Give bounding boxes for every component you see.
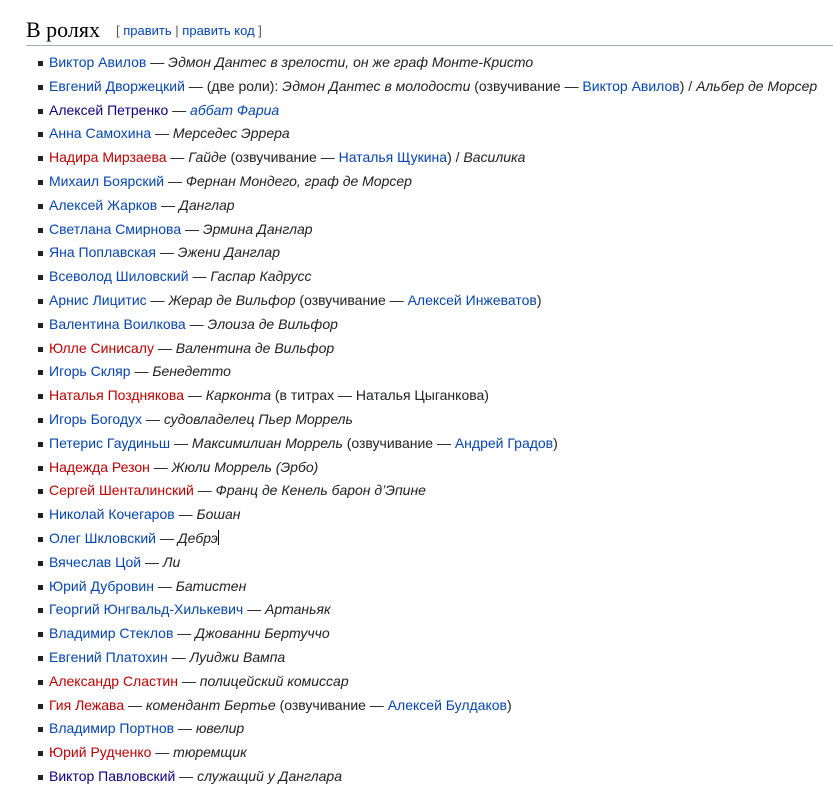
section-header: [26, 14, 833, 46]
role-name: Артаньяк: [265, 601, 331, 618]
voice-actor-link[interactable]: Алексей Булдаков: [387, 696, 507, 713]
role-name: Мерседес Эррера: [172, 125, 290, 142]
voice-note: (озвучивание —: [474, 77, 579, 94]
voice-actor-link[interactable]: Наталья Щукина: [338, 149, 448, 166]
actor-link[interactable]: Наталья Позднякова: [49, 387, 184, 404]
cast-list-item: Николай Кочегаров — Бошан: [0, 503, 833, 527]
actor-link[interactable]: Алексей Жарков: [49, 196, 158, 213]
cast-list-item: Юлле Синисалу — Валентина де Вильфор: [0, 337, 833, 361]
voice-note: (озвучивание —: [299, 291, 404, 308]
cast-list-item: Владимир Стеклов — Джованни Бертуччо: [0, 622, 833, 646]
cast-list-item: Владимир Портнов — ювелир: [0, 717, 833, 741]
actor-link[interactable]: Николай Кочегаров: [49, 506, 175, 523]
role-name: служащий у Данглара: [197, 767, 342, 784]
role-name: Дебрэ: [177, 529, 218, 546]
actor-link[interactable]: Юлле Синисалу: [49, 339, 154, 356]
role-name: Карконта: [205, 387, 271, 404]
cast-list-item: Евгений Платохин — Луиджи Вампа: [0, 646, 833, 670]
actor-link[interactable]: Игорь Скляр: [49, 363, 131, 380]
actor-link[interactable]: Яна Поплавская: [49, 244, 156, 261]
role-name: Жюли Моррель (Эрбо): [171, 458, 319, 475]
role-name: Эдмон Дантес в молодости: [282, 77, 471, 94]
edit-section-link[interactable]: править: [123, 23, 172, 38]
role-name: Фернан Мондего, граф де Морсер: [185, 172, 412, 189]
actor-link[interactable]: Олег Шкловский: [49, 529, 156, 546]
section-title: В ролях: [26, 17, 100, 42]
cast-list-item: Сергей Шенталинский — Франц де Кенель барон д’Эпине: [0, 479, 833, 503]
actor-link[interactable]: Надира Мирзаева: [49, 149, 167, 166]
actor-link[interactable]: Петерис Гаудиньш: [49, 434, 171, 451]
cast-list-item: Евгений Дворжецкий — (две роли): Эдмон Дантес в молодости (озвучивание — Виктор Авилов) / Альбер де Морсер: [0, 75, 833, 99]
cast-list-item: Арнис Лицитис — Жерар де Вильфор (озвучивание — Алексей Инжеватов): [0, 289, 833, 313]
actor-link[interactable]: Валентина Воилкова: [49, 315, 186, 332]
actor-link[interactable]: Игорь Богодух: [49, 410, 143, 427]
actor-link[interactable]: Виктор Авилов: [49, 54, 147, 70]
role-name: Элоиза де Вильфор: [207, 315, 338, 332]
cast-list-item: Яна Поплавская — Эжени Данглар: [0, 241, 833, 265]
cast-list-item: Александр Сластин — полицейский комиссар: [0, 670, 833, 694]
cast-list-item: Надежда Резон — Жюли Моррель (Эрбо): [0, 456, 833, 480]
role-name: ювелир: [195, 720, 245, 737]
edit-bracket-open: [: [116, 23, 120, 38]
role-name: Максимилиан Моррель: [191, 434, 343, 451]
role-name: Ли: [162, 553, 181, 570]
actor-link[interactable]: Евгений Дворжецкий: [49, 77, 185, 94]
actor-link[interactable]: Арнис Лицитис: [49, 291, 147, 308]
role-name: Бенедетто: [152, 363, 231, 380]
role-name: Луиджи Вампа: [189, 648, 286, 665]
cast-list-item: Юрий Рудченко — тюремщик: [0, 741, 833, 765]
cast-list-item: Валентина Воилкова — Элоиза де Вильфор: [0, 313, 833, 337]
cast-list-item: Гия Лежава — комендант Бертье (озвучивание — Алексей Булдаков): [0, 694, 833, 718]
role-name: Батистен: [175, 577, 247, 594]
role-name: Франц де Кенель барон д’Эпине: [215, 482, 426, 499]
cast-list: [0, 51, 833, 789]
actor-link[interactable]: Виктор Павловский: [49, 767, 176, 784]
cast-list-item: Игорь Богодух — судовладелец Пьер Моррель: [0, 408, 833, 432]
cast-list-item: Игорь Скляр — Бенедетто: [0, 360, 833, 384]
role-name: Гайде: [188, 149, 227, 166]
role-name: Данглар: [179, 196, 235, 213]
cast-list-item: Виктор Павловский — служащий у Данглара: [0, 765, 833, 789]
actor-link[interactable]: Евгений Платохин: [49, 648, 168, 665]
cast-list-item: Юрий Дубровин — Батистен: [0, 575, 833, 599]
cast-list-item: Наталья Позднякова — Карконта (в титрах — Наталья Цыганкова): [0, 384, 833, 408]
cast-list-item: Всеволод Шиловский — Гаспар Кадрусс: [0, 265, 833, 289]
role-name: Альбер де Морсер: [696, 77, 818, 94]
role-name: полицейский комиссар: [199, 672, 349, 689]
actor-link[interactable]: Михаил Боярский: [49, 172, 165, 189]
actor-link[interactable]: Анна Самохина: [49, 125, 152, 142]
voice-actor-link[interactable]: Алексей Инжеватов: [407, 291, 537, 308]
text-cursor: [218, 530, 219, 545]
role-name: Гаспар Кадрусс: [210, 268, 312, 285]
role-name: Эжени Данглар: [177, 244, 280, 261]
note-text: (две роли):: [206, 77, 279, 94]
role-name: тюремщик: [173, 744, 247, 761]
role-name: Джованни Бертуччо: [195, 625, 330, 642]
cast-list-item: Алексей Петренко — аббат Фариа: [0, 99, 833, 123]
role-name: Эдмон Дантес в зрелости, он же граф Монте-Кристо: [168, 54, 534, 70]
cast-list-item: Светлана Смирнова — Эрмина Данглар: [0, 218, 833, 242]
cast-list-item: Петерис Гаудиньш — Максимилиан Моррель (озвучивание — Андрей Градов): [0, 432, 833, 456]
actor-link[interactable]: Юрий Рудченко: [49, 744, 152, 761]
actor-link[interactable]: Вячеслав Цой: [49, 553, 142, 570]
role-name: Жерар де Вильфор: [168, 291, 296, 308]
cast-list-item: Алексей Жарков — Данглар: [0, 194, 833, 218]
cast-list-item: Олег Шкловский — Дебрэ: [0, 527, 833, 551]
cast-list-item: Анна Самохина — Мерседес Эррера: [0, 122, 833, 146]
role-link[interactable]: аббат Фариа: [190, 101, 280, 118]
actor-link[interactable]: Сергей Шенталинский: [49, 482, 194, 499]
credits-note: (в титрах — Наталья Цыганкова): [274, 387, 489, 404]
role-name: Бошан: [196, 506, 241, 523]
actor-link[interactable]: Алексей Петренко: [49, 101, 169, 118]
actor-link[interactable]: Надежда Резон: [49, 458, 150, 475]
role-name: судовладелец Пьер Моррель: [163, 410, 353, 427]
actor-link[interactable]: Светлана Смирнова: [49, 220, 182, 237]
actor-link[interactable]: Владимир Портнов: [49, 720, 175, 737]
section-edit-links: [116, 23, 262, 38]
cast-list-item: Надира Мирзаева — Гайде (озвучивание — Наталья Щукина) / Василика: [0, 146, 833, 170]
actor-link[interactable]: Владимир Стеклов: [49, 625, 174, 642]
role-name: комендант Бертье: [145, 696, 276, 713]
cast-list-item: Вячеслав Цой — Ли: [0, 551, 833, 575]
edit-separator: |: [175, 23, 179, 38]
actor-link[interactable]: Александр Сластин: [49, 672, 178, 689]
actor-link[interactable]: Всеволод Шиловский: [49, 268, 189, 285]
voice-note: (озвучивание —: [230, 149, 335, 166]
edit-source-link[interactable]: править код: [182, 23, 255, 38]
cast-list-item: Михаил Боярский — Фернан Мондего, граф де Морсер: [0, 170, 833, 194]
role-name: Эрмина Данглар: [202, 220, 313, 237]
actor-link[interactable]: Гия Лежава: [49, 696, 125, 713]
voice-actor-link[interactable]: Андрей Градов: [454, 434, 554, 451]
cast-list-item: Виктор Авилов — Эдмон Дантес в зрелости, он же граф Монте-Кристо: [0, 51, 833, 75]
voice-note: (озвучивание —: [346, 434, 451, 451]
cast-list-item: Георгий Юнгвальд-Хилькевич — Артаньяк: [0, 598, 833, 622]
actor-link[interactable]: Юрий Дубровин: [49, 577, 154, 594]
role-name: Василика: [463, 149, 526, 166]
voice-note: (озвучивание —: [279, 696, 384, 713]
actor-link[interactable]: Георгий Юнгвальд-Хилькевич: [49, 601, 244, 618]
voice-actor-link[interactable]: Виктор Авилов: [582, 77, 680, 94]
edit-bracket-close: ]: [258, 23, 262, 38]
role-name: Валентина де Вильфор: [175, 339, 335, 356]
